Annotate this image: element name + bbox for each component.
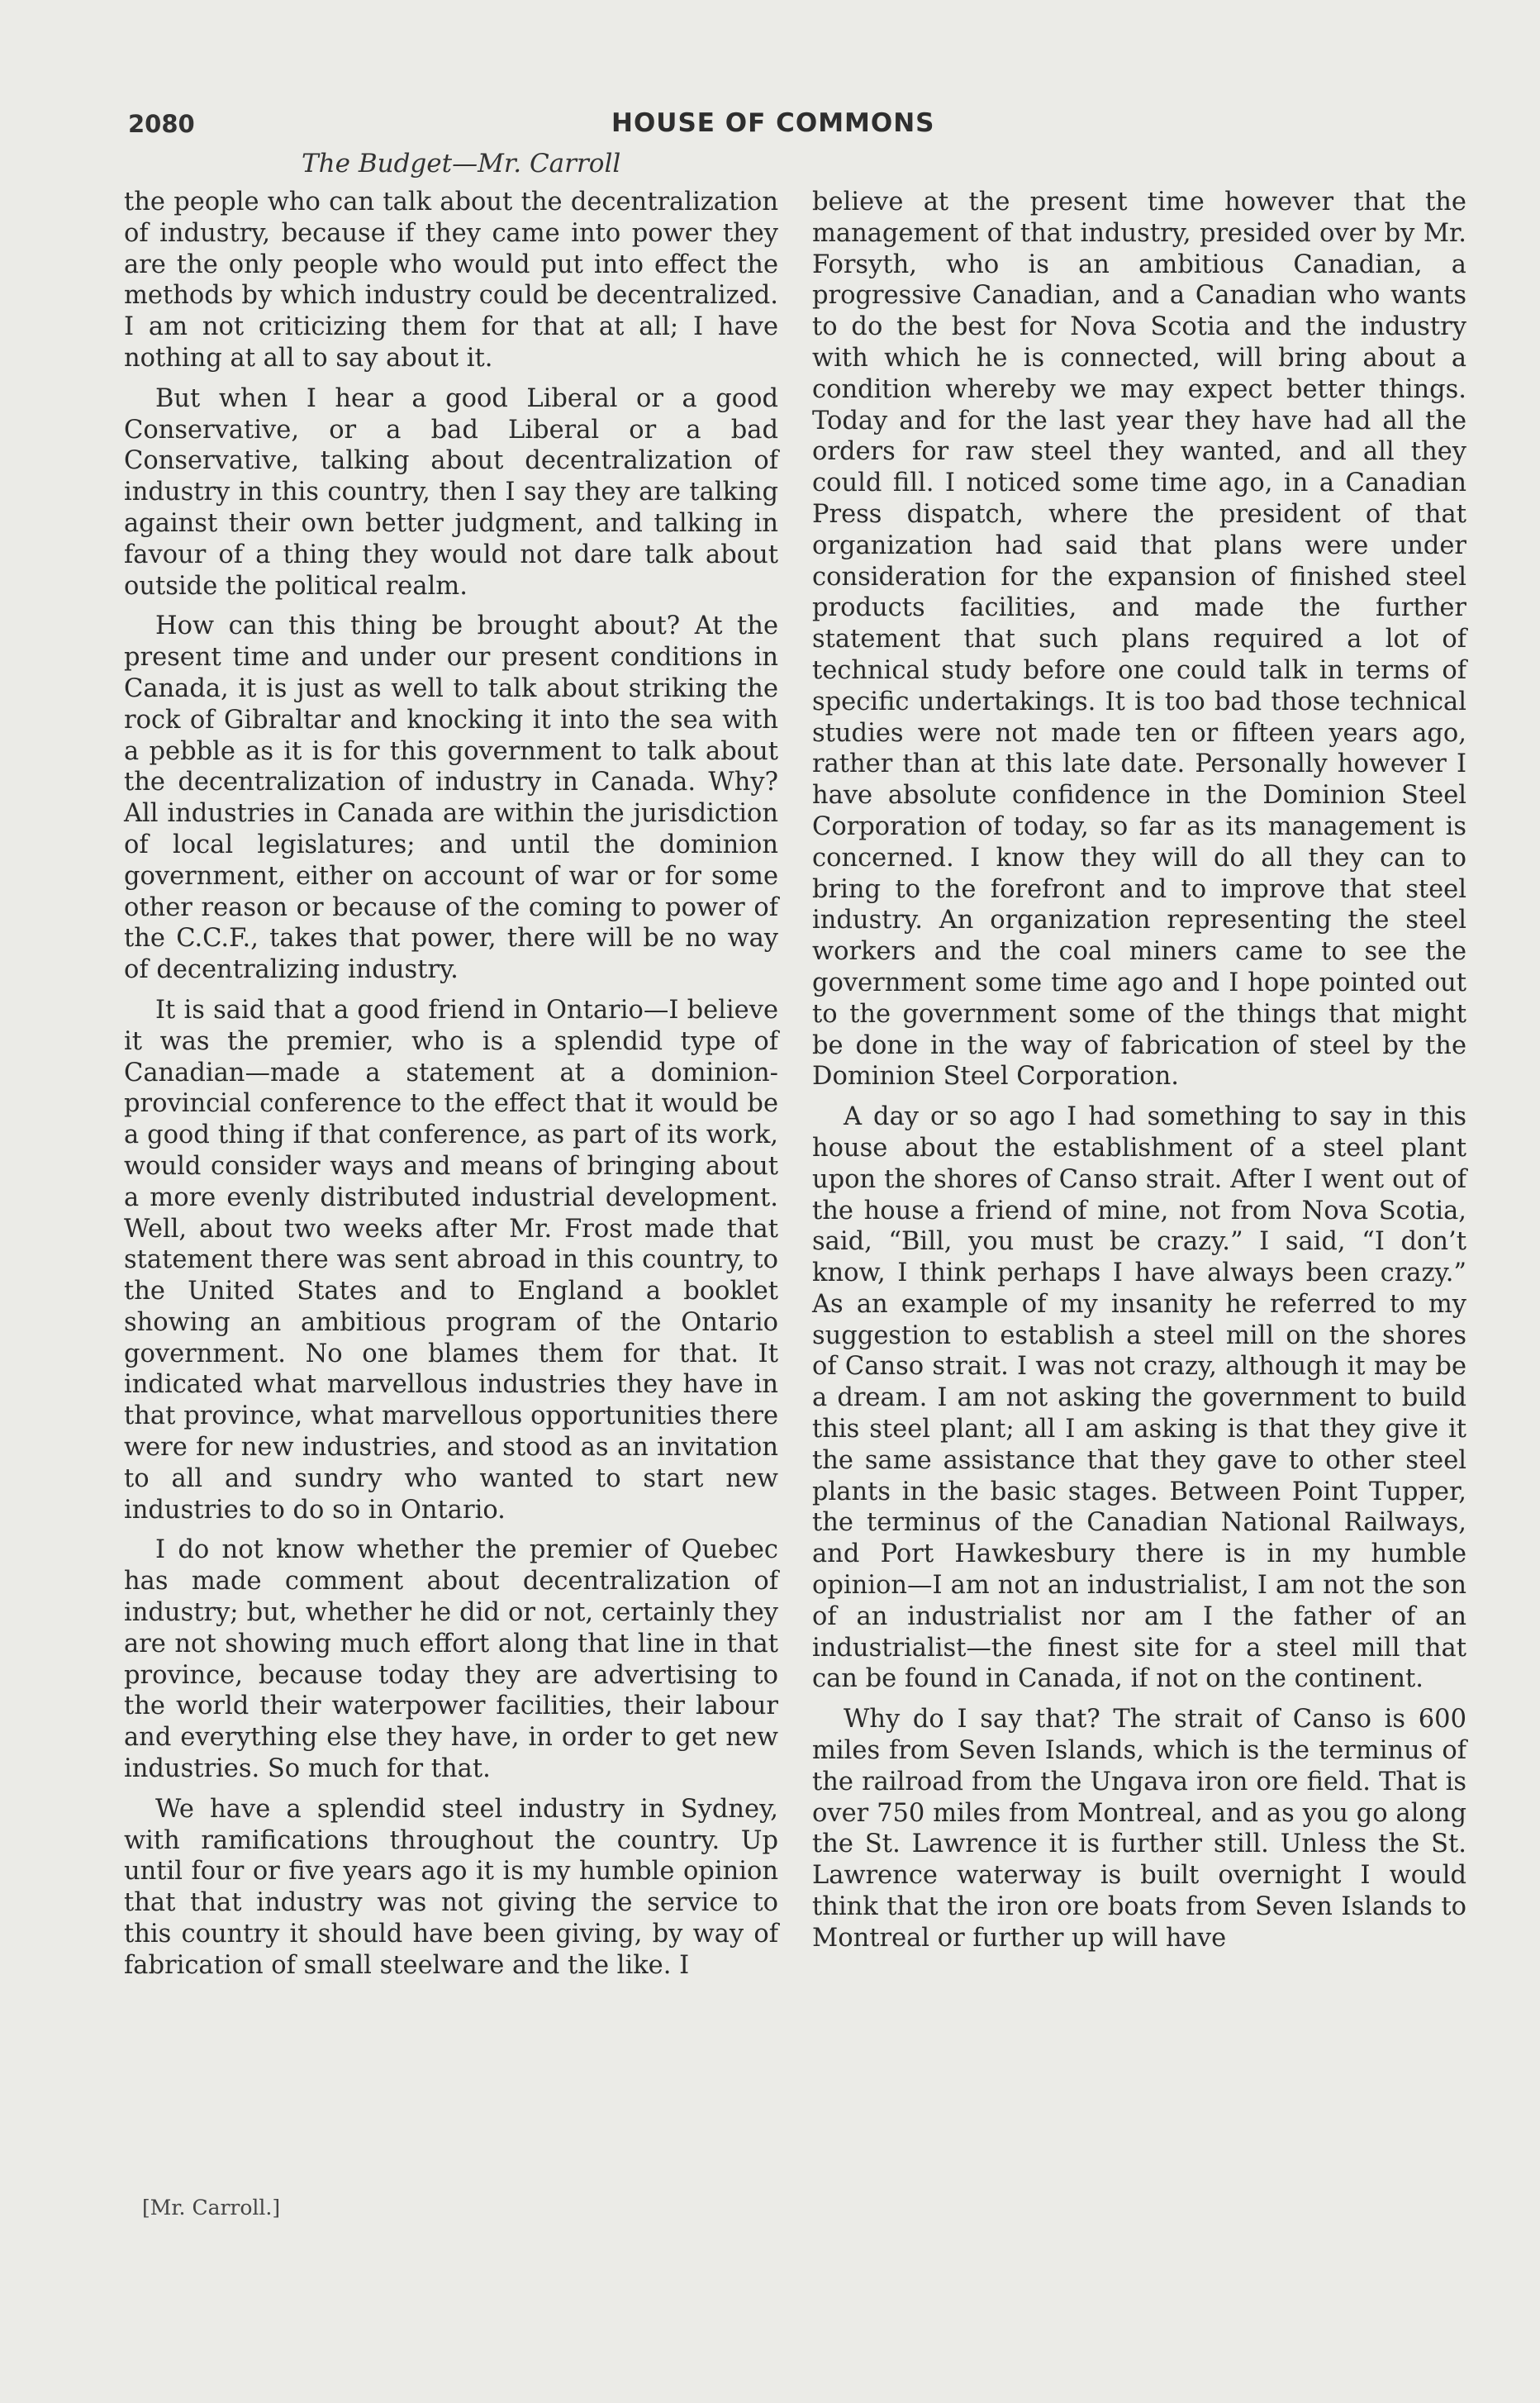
paragraph: Why do I say that? The strait of Canso is 600 miles from Seven Islands, which is the terminus of the railroad from the Ungava iron ore field. That is over 750 miles from Montreal, and as you go along the St. Lawrence it is further still. Unless the St. Lawrence waterway is built overnight I would think that the iron ore boats from Seven Islands to Montreal or further up will have	[812, 1705, 1466, 1953]
paragraph: It is said that a good friend in Ontario—I believe it was the premier, who is a splendid type of Canadian—made a statement at a dominion-provincial conference to the effect that it would be a good thing if that conference, as part of its work, would consider ways and means of bringing about a more evenly distributed industrial development. Well, about two weeks after Mr. Frost made that statement there was sent abroad in this country, to the United States and to England a booklet showing an ambitious program of the Ontario government. No one blames them for that. It indicated what marvellous industries they have in that province, what marvellous opportunities there were for new industries, and stood as an invitation to all and sundry who wanted to start new industries to do so in Ontario.	[124, 995, 778, 1525]
page-number: 2080	[128, 110, 195, 138]
left-column	[124, 187, 778, 1982]
running-head-title: HOUSE OF COMMONS	[611, 108, 935, 138]
speaker-footer: [Mr. Carroll.]	[142, 2196, 281, 2220]
paragraph: I do not know whether the premier of Quebec has made comment about decentralization of industry; but, whether he did or not, certainly they are not showing much effort along that line in that province, because today they are advertising to the world their waterpower facilities, their labour and everything else they have, in order to get new industries. So much for that.	[124, 1535, 778, 1784]
paragraph: A day or so ago I had something to say in this house about the establishment of a steel plant upon the shores of Canso strait. After I went out of the house a friend of mine, not from Nova Scotia, said, “Bill, you must be crazy.” I said, “I don’t know, I think perhaps I have always been crazy.” As an example of my insanity he referred to my suggestion to establish a steel mill on the shores of Canso strait. I was not crazy, although it may be a dream. I am not asking the government to build this steel plant; all I am asking is that they give it the same assistance that they gave to other steel plants in the basic stages. Between Point Tupper, the terminus of the Canadian National Railways, and Port Hawkesbury there is in my humble opinion—I am not an industrialist, I am not the son of an industrialist nor am I the father of an industrialist—the finest site for a steel mill that can be found in Canada, if not on the continent.	[812, 1102, 1466, 1694]
paragraph: the people who can talk about the decentralization of industry, because if they came into power they are the only people who would put into effect the methods by which industry could be decentralized. I am not criticizing them for that at all; I have nothing at all to say about it.	[124, 188, 778, 373]
paragraph: believe at the present time however that the management of that industry, presided over by Mr. Forsyth, who is an ambitious Canadian, a progressive Canadian, and a Canadian who wants to do the best for Nova Scotia and the industry with which he is connected, will bring about a condition whereby we may expect better things. Today and for the last year they have had all the orders for raw steel they wanted, and all they could fill. I noticed some time ago, in a Canadian Press dispatch, where the president of that organization had said that plans were under consideration for the expansion of finished steel products facilities, and made the further statement that such plans required a lot of technical study before one could talk in terms of specific undertakings. It is too bad those technical studies were not made ten or fifteen years ago, rather than at this late date. Personally however I have absolute confidence in the Dominion Steel Corporation of today, so far as its management is concerned. I know they will do all they can to bring to the forefront and to improve that steel industry. An organization representing the steel workers and the coal miners came to see the government some time ago and I hope pointed out to the government some of the things that might be done in the way of fabrication of steel by the Dominion Steel Corporation.	[812, 188, 1466, 1092]
section-heading: The Budget—Mr. Carroll	[302, 149, 621, 178]
paragraph: But when I hear a good Liberal or a good Conservative, or a bad Liberal or a bad Conservative, talking about decentralization of industry in this country, then I say they are talking against their own better judgment, and talking in favour of a thing they would not dare talk about outside the political realm.	[124, 383, 778, 601]
paragraph: How can this thing be brought about? At the present time and under our present conditions in Canada, it is just as well to talk about striking the rock of Gibraltar and knocking it into the sea with a pebble as it is for this government to talk about the decentralization of industry in Canada. Why? All industries in Canada are within the jurisdiction of local legislatures; and until the dominion government, either on account of war or for some other reason or because of the coming to power of the C.C.F., takes that power, there will be no way of decentralizing industry.	[124, 611, 778, 985]
paragraph: We have a splendid steel industry in Sydney, with ramifications throughout the country. Up until four or five years ago it is my humble opinion that that industry was not giving the service to this country it should have been giving, by way of fabrication of small steelware and the like. I	[124, 1794, 778, 1980]
right-column	[812, 187, 1466, 1954]
